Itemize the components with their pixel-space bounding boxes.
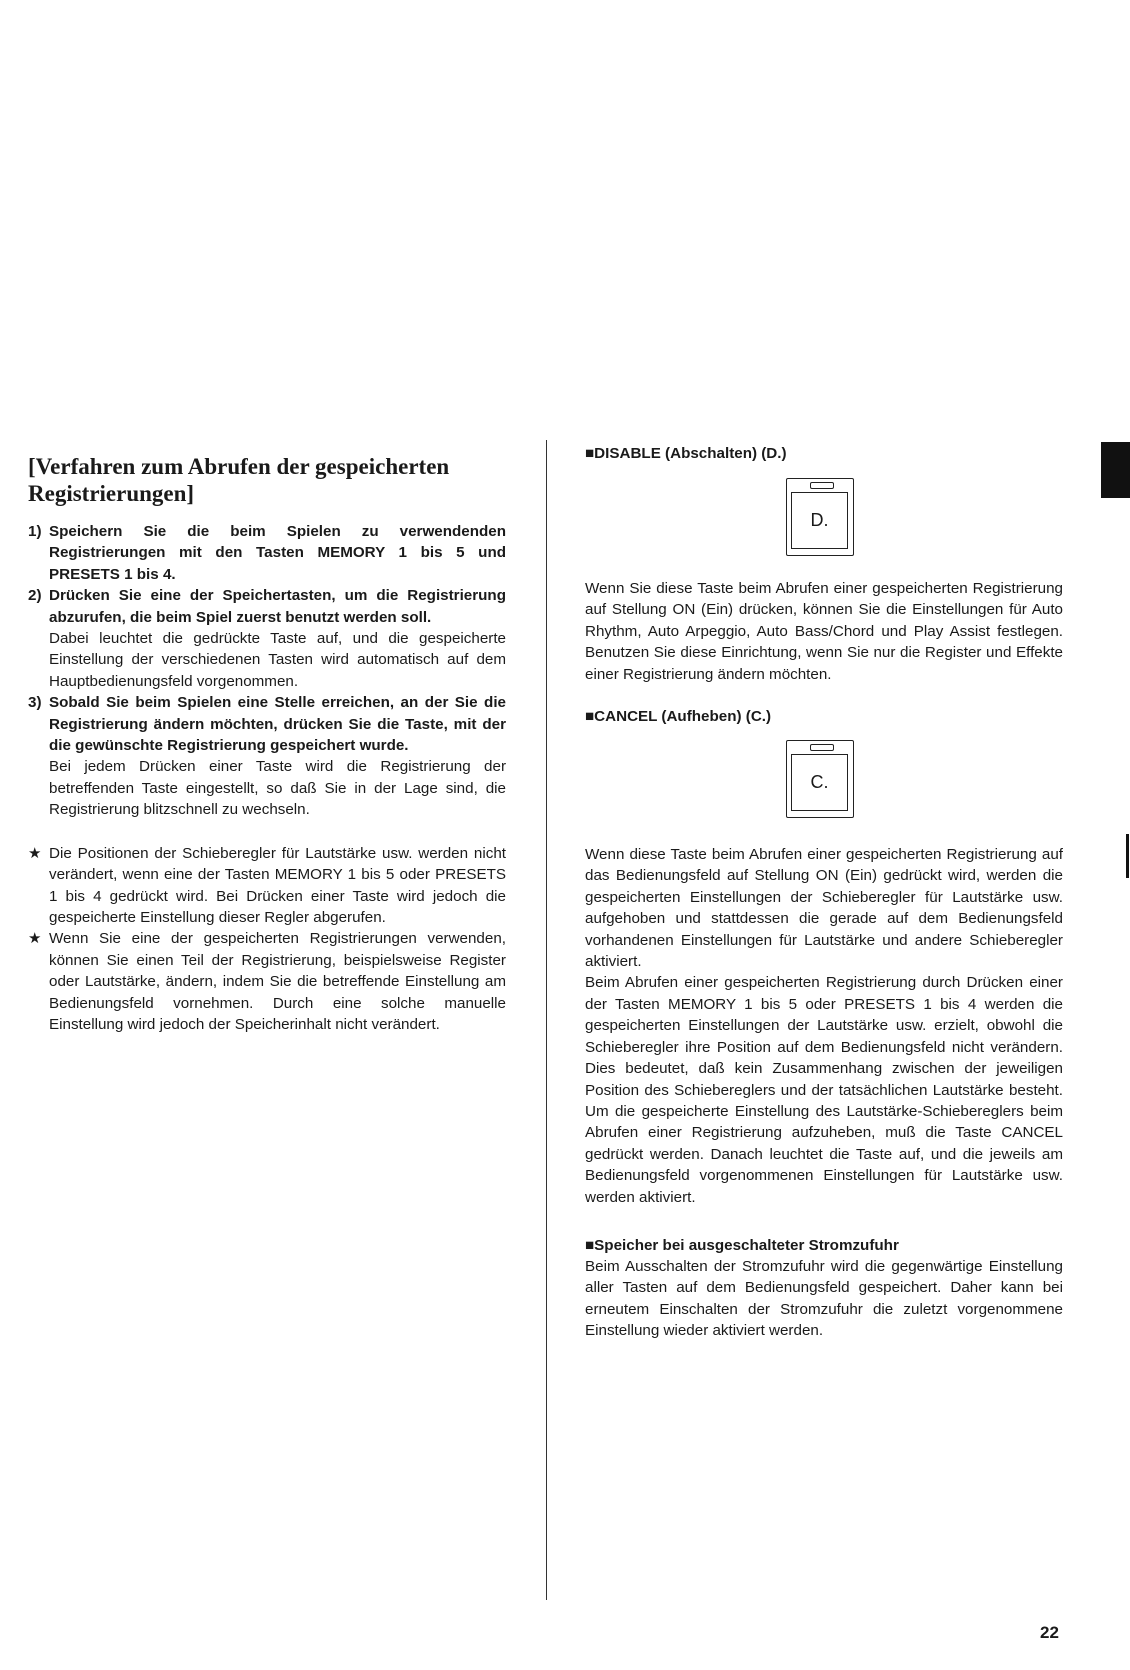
note-item — [28, 928, 506, 1035]
button-face — [791, 754, 848, 811]
column-divider — [546, 440, 547, 1600]
step-2 — [28, 585, 506, 692]
star-icon: ★ — [28, 930, 42, 948]
disable-heading: ■DISABLE (Abschalten) (D.) — [585, 445, 787, 462]
disable-button-illustration — [786, 478, 856, 558]
cancel-heading: ■CANCEL (Aufheben) (C.) — [585, 708, 772, 726]
step-number: 3) — [28, 694, 42, 712]
page-number: 22 — [1040, 1623, 1059, 1642]
step-1 — [28, 521, 506, 585]
note-text: Die Positionen der Schieberegler für Lautstärke usw. werden nicht verändert, wenn eine der Tasten MEMORY 1 bis 5 oder PRESETS 1 bis 4 gedrückt wird. Bei Drücken einer Taste wird jedoch die gespeicherte Einstellung dieser Regler abgerufen. — [49, 844, 506, 926]
cancel-description: Wenn diese Taste beim Abrufen einer gespeicherten Registrierung auf das Bedienungsfeld auf Stellung ON (Ein) gedrückt wird, werden die gespeicherten Einstellungen der Schieberegler für Lautstärke usw. aufgehoben und stattdessen die gerade auf dem Bedienungsfeld vorhandenen Einstellungen für Lautstärke und andere Schieberegler aktiviert. — [585, 846, 1063, 971]
cancel-button-illustration — [786, 740, 856, 820]
star-icon: ★ — [28, 844, 42, 862]
memory-description: Beim Ausschalten der Stromzufuhr wird die gegenwärtige Einstellung aller Tasten auf dem Bedienungsfeld gespeichert. Daher kann bei erneutem Einschalten der Stromzufuhr die zuletzt vorgenommene Einstellung wieder aktiviert werden. — [585, 1257, 1063, 1340]
notes-list — [28, 843, 506, 1036]
step-instruction: Speichern Sie die beim Spielen zu verwendenden Registrierungen mit den Tasten MEMORY 1 bis 5 und PRESETS 1 bis 4. — [49, 523, 506, 583]
button-face — [791, 492, 848, 549]
section-title — [28, 453, 506, 507]
memory-heading: ■Speicher bei ausgeschalteter Stromzufuhr — [585, 1236, 899, 1254]
step-instruction: Sobald Sie beim Spielen eine Stelle erreichen, an der Sie die Registrierung ändern möchten, drücken Sie die Taste, mit der die gewünschte Registrierung gespeichert wurde. — [49, 694, 506, 755]
cancel-explanation: Beim Abrufen einer gespeicherten Registrierung durch Drücken einer der Tasten MEMORY 1 bis 5 oder PRESETS 1 bis 4 werden die gespeicherten Einstellungen der Lautstärke usw. erzielt, obwohl die Schieberegler ihre Position auf dem Bedienungsfeld nicht verändern. Dies bedeutet, daß kein Zusammenhang zwischen der jeweiligen Position des Schiebereglers und der tatsächlichen Lautstärke besteht. Um die gespeicherte Einstellung des Lautstärke-Schiebereglers beim Abrufen einer Registrierung aufzuheben, muß die Taste CANCEL gedrückt werden. Danach leuchtet die Taste auf, und die jeweils am Bedienungsfeld vorgenommenen Einstellungen für Lautstärke usw. werden aktiviert. — [585, 974, 1063, 1206]
step-number: 1) — [28, 523, 42, 540]
note-text: Wenn Sie eine der gespeicherten Registrierungen verwenden, können Sie einen Teil der Registrierung, beispielsweise Register oder Lautstärke, ändern, indem Sie die betreffende Einstellung am Bedienungsfeld vornehmen. Durch eine solche manuelle Einstellung wird jedoch der Speicherinhalt nicht verändert. — [49, 930, 506, 1033]
lamp-icon — [810, 744, 834, 751]
button-label: C. — [810, 772, 829, 793]
step-explanation: Dabei leuchtet die gedrückte Taste auf, und die gespeicherte Einstellung der verschiedenen Tasten wird automatisch auf dem Hauptbedienungsfeld vorgenommen. — [49, 630, 506, 690]
title-line-2: Registrierungen] — [28, 481, 195, 506]
step-3 — [28, 692, 506, 820]
note-item — [28, 843, 506, 929]
step-explanation: Bei jedem Drücken einer Taste wird die Registrierung der betreffenden Taste eingestellt, so daß Sie in der Lage sind, die Registrierung blitzschnell zu wechseln. — [49, 758, 506, 819]
disable-description: Wenn Sie diese Taste beim Abrufen einer gespeicherten Registrierung auf Stellung ON (Ein) drücken, können Sie die Einstellungen für Auto Rhythm, Auto Arpeggio, Auto Bass/Chord und Play Assist festlegen. Benutzen Sie diese Einrichtung, wenn Sie nur die Register und Effekte einer Registrierung ändern möchten. — [585, 580, 1063, 683]
title-line-1: [Verfahren zum Abrufen der gespeicherten — [28, 454, 450, 479]
button-label: D. — [810, 510, 829, 530]
lamp-icon — [810, 482, 834, 489]
left-column — [28, 445, 506, 1035]
step-number: 2) — [28, 587, 42, 605]
edge-mark — [1126, 834, 1129, 878]
right-column — [585, 443, 1063, 1342]
section-edge-tab — [1101, 442, 1130, 498]
step-instruction: Drücken Sie eine der Speichertasten, um die Registrierung abzurufen, die beim Spiel zuerst benutzt werden soll. — [49, 587, 506, 626]
